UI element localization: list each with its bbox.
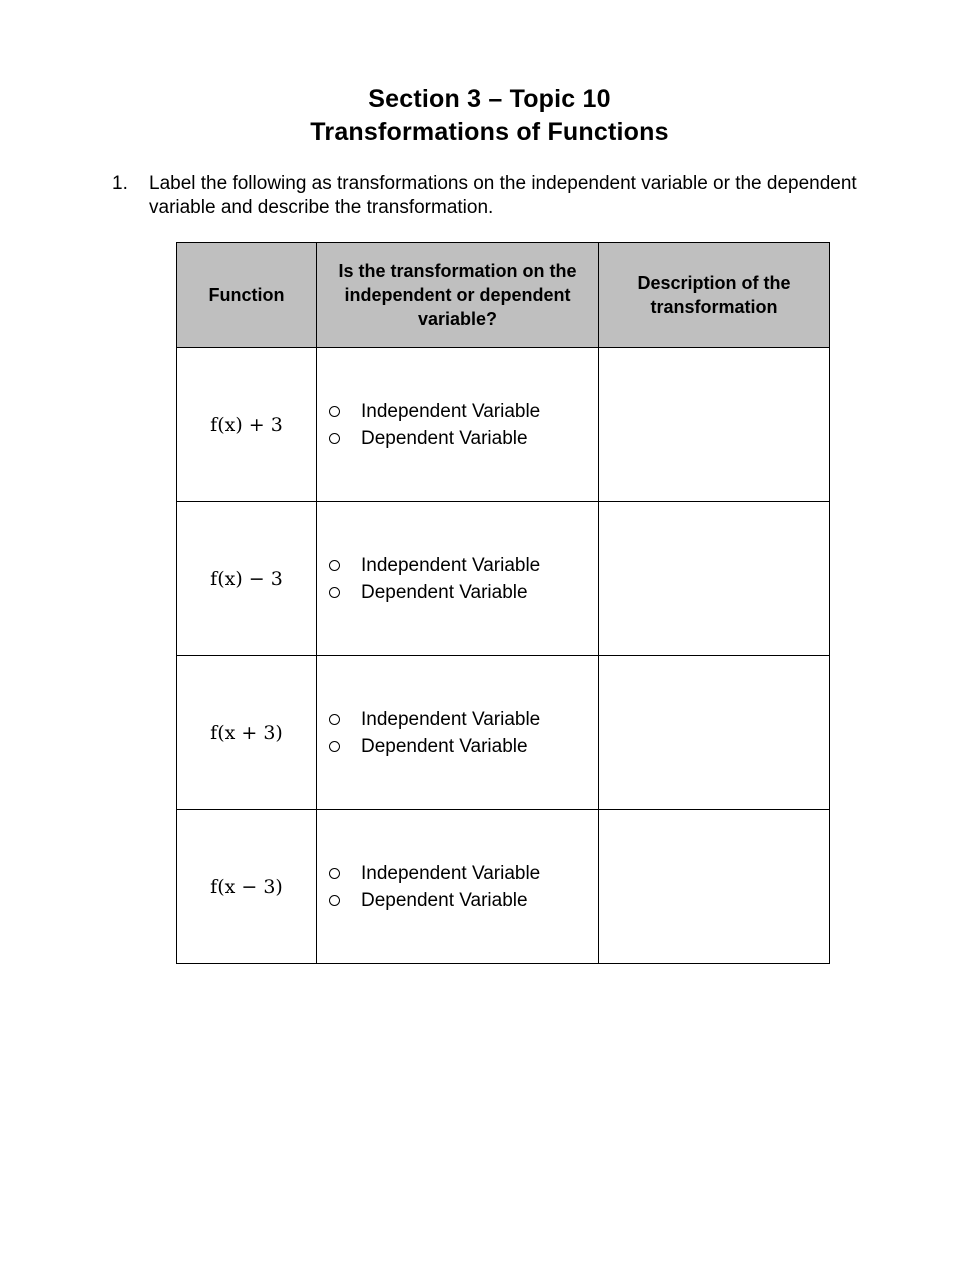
transformations-table bbox=[176, 242, 830, 964]
header-function: Function bbox=[177, 243, 317, 348]
option-dependent[interactable]: Dependent Variable bbox=[329, 425, 598, 452]
option-independent[interactable]: Independent Variable bbox=[329, 552, 598, 579]
radio-circle-icon[interactable] bbox=[329, 433, 340, 444]
description-cell[interactable] bbox=[599, 502, 830, 656]
radio-circle-icon[interactable] bbox=[329, 868, 340, 879]
variable-cell bbox=[317, 810, 599, 964]
description-cell[interactable] bbox=[599, 656, 830, 810]
description-cell[interactable] bbox=[599, 810, 830, 964]
question-number: 1. bbox=[112, 173, 128, 194]
table-row bbox=[177, 348, 830, 502]
variable-options bbox=[317, 860, 598, 914]
option-independent[interactable]: Independent Variable bbox=[329, 398, 598, 425]
option-dependent[interactable]: Dependent Variable bbox=[329, 579, 598, 606]
header-description: Description of the transformation bbox=[599, 243, 830, 348]
question-text: Label the following as transformations on the independent variable or the dependent variable and describe the transformation. bbox=[149, 173, 857, 218]
radio-circle-icon[interactable] bbox=[329, 714, 340, 725]
radio-circle-icon[interactable] bbox=[329, 560, 340, 571]
variable-cell bbox=[317, 502, 599, 656]
question-1 bbox=[112, 172, 892, 220]
option-dependent[interactable]: Dependent Variable bbox=[329, 887, 598, 914]
option-independent[interactable]: Independent Variable bbox=[329, 706, 598, 733]
radio-circle-icon[interactable] bbox=[329, 895, 340, 906]
variable-cell bbox=[317, 656, 599, 810]
title-line-2: Transformations of Functions bbox=[310, 118, 669, 146]
option-dependent[interactable]: Dependent Variable bbox=[329, 733, 598, 760]
table-header-row bbox=[177, 243, 830, 348]
function-cell: f(x) + 3 bbox=[177, 348, 317, 502]
table-row bbox=[177, 502, 830, 656]
function-cell: f(x) − 3 bbox=[177, 502, 317, 656]
function-cell: f(x + 3) bbox=[177, 656, 317, 810]
radio-circle-icon[interactable] bbox=[329, 587, 340, 598]
variable-options bbox=[317, 552, 598, 606]
function-cell: f(x − 3) bbox=[177, 810, 317, 964]
radio-circle-icon[interactable] bbox=[329, 406, 340, 417]
radio-circle-icon[interactable] bbox=[329, 741, 340, 752]
variable-options bbox=[317, 398, 598, 452]
page-title bbox=[0, 83, 979, 149]
header-variable: Is the transformation on the independent or dependent variable? bbox=[317, 243, 599, 348]
table-row bbox=[177, 810, 830, 964]
variable-cell bbox=[317, 348, 599, 502]
description-cell[interactable] bbox=[599, 348, 830, 502]
title-line-1: Section 3 – Topic 10 bbox=[368, 85, 611, 113]
variable-options bbox=[317, 706, 598, 760]
table-row bbox=[177, 656, 830, 810]
option-independent[interactable]: Independent Variable bbox=[329, 860, 598, 887]
